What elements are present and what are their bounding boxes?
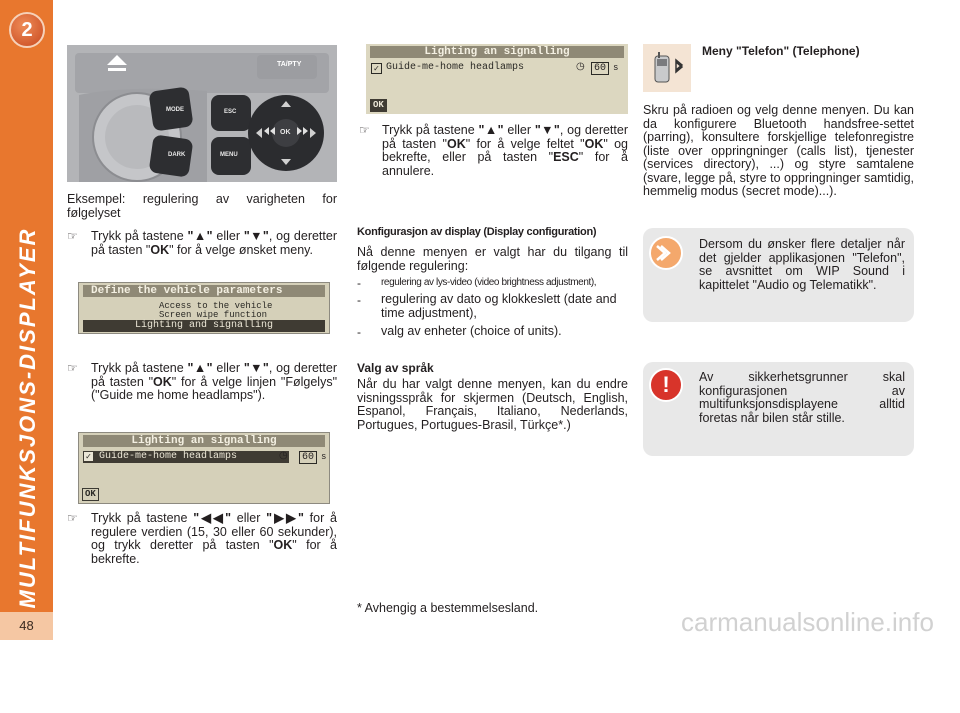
mode-button-label: MODE xyxy=(166,107,184,113)
menu-button-label: MENU xyxy=(220,152,238,158)
dark-button-label: DARK xyxy=(168,152,186,158)
control-panel-illustration xyxy=(67,45,337,182)
pointing-hand-icon: ☞ xyxy=(359,123,370,137)
screen-title: Lighting an signalling xyxy=(370,46,624,58)
step-4-text: Trykk på tastene "▲" eller "▼", og deretter på tasten "OK" for å velge feltet "OK" og bekrefte, eller på tasten "ESC" for å annulere. xyxy=(382,123,628,178)
footnote: * Avhengig a bestemmelsesland. xyxy=(357,601,539,615)
option-row: Guide-me-home headlamps xyxy=(386,62,525,73)
language-text: Når du har valgt denne menyen, kan du endre visningsspråk for skjermen (Deutsch, English, Espanol, Français, Italiano, Nederlands, Portugues, Portugues-Brasil, Türkçe*.) xyxy=(357,377,628,432)
step-2-text: Trykk på tastene "▲" eller "▼", og deretter på tasten "OK" for å velge linjen "Følgelys" ("Guide me home headlamps"). xyxy=(91,361,338,402)
ok-field: OK xyxy=(82,488,99,501)
telephone-menu-heading: Meny "Telefon" (Telephone) xyxy=(702,44,860,58)
page-number: 48 xyxy=(19,618,34,633)
duration-unit: s xyxy=(613,63,619,73)
esc-button-label: ESC xyxy=(224,109,237,115)
menu-row-selected: Lighting and signalling xyxy=(83,320,325,332)
list-item xyxy=(357,293,628,321)
step-1-text: Trykk på tastene "▲" eller "▼", og deretter på tasten "OK" for å velge ønsket meny. xyxy=(91,229,337,257)
chapter-sidebar xyxy=(0,0,53,640)
mobile-phone-bluetooth-icon xyxy=(643,44,691,92)
info-arrow-icon xyxy=(649,236,683,270)
language-heading: Valg av språk xyxy=(357,361,434,375)
ta-pty-button-label: TA/PTY xyxy=(277,61,302,68)
screen-lighting-signalling-ok xyxy=(366,44,628,114)
example-caption: Eksempel: regulering av varigheten for følgelyset xyxy=(67,192,337,220)
chapter-title: MULTIFUNKSJONS-DISPLAYER xyxy=(15,227,40,609)
ok-button-label: OK xyxy=(280,129,291,136)
telephone-menu-text: Skru på radioen og velg denne menyen. Du kan da konfigurere Bluetooth handsfree-settet (parring), konsultere forskjellige telefonregistre (liste over oppringninger (calls list), tjenester (services directory), ...) og styre samtalene (svare, legge på, styre to oppringninger samtidig, hemmelig modus (secret mode)...). xyxy=(643,103,914,198)
screen-define-vehicle-parameters xyxy=(78,282,330,334)
phone-icon-box xyxy=(643,44,691,92)
menu-row: Access to the vehicle xyxy=(159,301,273,311)
info-callout-text: Dersom du ønsker flere detaljer når det gjelder applikasjonen "Telefon", se avsnittet om WIP Sound i kapittelet "Audio og Telematikk". xyxy=(699,237,905,292)
display-config-heading: Konfigurasjon av display (Display configuration) xyxy=(357,226,597,238)
warning-callout xyxy=(643,362,914,456)
list-item-text: regulering av lys-video (video brightness adjustment), xyxy=(381,277,597,288)
watermark: carmanualsonline.info xyxy=(681,607,934,637)
info-callout xyxy=(643,228,914,322)
checkbox-checked-icon: ✓ xyxy=(85,452,92,461)
duration-unit: s xyxy=(321,452,327,462)
list-item xyxy=(357,276,628,290)
list-item-text: valg av enheter (choice of units). xyxy=(381,324,562,338)
screen-title: Define the vehicle parameters xyxy=(83,285,325,297)
warning-exclamation-icon: ! xyxy=(649,368,683,402)
pointing-hand-icon: ☞ xyxy=(67,361,78,375)
option-row-selected: Guide-me-home headlamps xyxy=(83,451,289,463)
list-bullet: - xyxy=(357,293,361,307)
pointing-hand-icon: ☞ xyxy=(67,511,78,525)
checkbox-checked-icon: ✓ xyxy=(371,63,382,74)
list-bullet: - xyxy=(357,276,361,290)
step-3-text: Trykk på tastene "◀◀" eller "▶▶" for å regulere verdien (15, 30 eller 60 sekunder), og trykk deretter på tasten "OK" for å bekrefte. xyxy=(91,511,337,566)
chapter-number: 2 xyxy=(21,19,33,41)
clock-icon: ◷ xyxy=(576,61,585,72)
menu-row: Screen wipe function xyxy=(159,310,268,320)
duration-value: 60 xyxy=(591,62,609,75)
list-item xyxy=(357,325,628,339)
screen-lighting-signalling xyxy=(78,432,330,504)
screen-title: Lighting an signalling xyxy=(83,435,325,447)
pointing-hand-icon: ☞ xyxy=(67,229,78,243)
chapter-badge xyxy=(9,12,45,48)
list-item-text: regulering av dato og klokkeslett (date and time adjustment), xyxy=(381,292,617,320)
display-config-intro: Nå denne menyen er valgt har du tilgang til følgende regulering: xyxy=(357,245,628,273)
list-bullet: - xyxy=(357,325,361,339)
page-number-box xyxy=(0,612,53,640)
duration-value: 60 xyxy=(299,451,317,464)
ok-field-selected: OK xyxy=(370,99,387,112)
clock-icon: ◷ xyxy=(279,450,288,461)
warning-callout-text: Av sikkerhetsgrunner skal konfigurasjonen av multifunksjonsdisplayene alltid foretas når bilen står stille. xyxy=(699,370,905,425)
display-config-list xyxy=(357,276,628,339)
